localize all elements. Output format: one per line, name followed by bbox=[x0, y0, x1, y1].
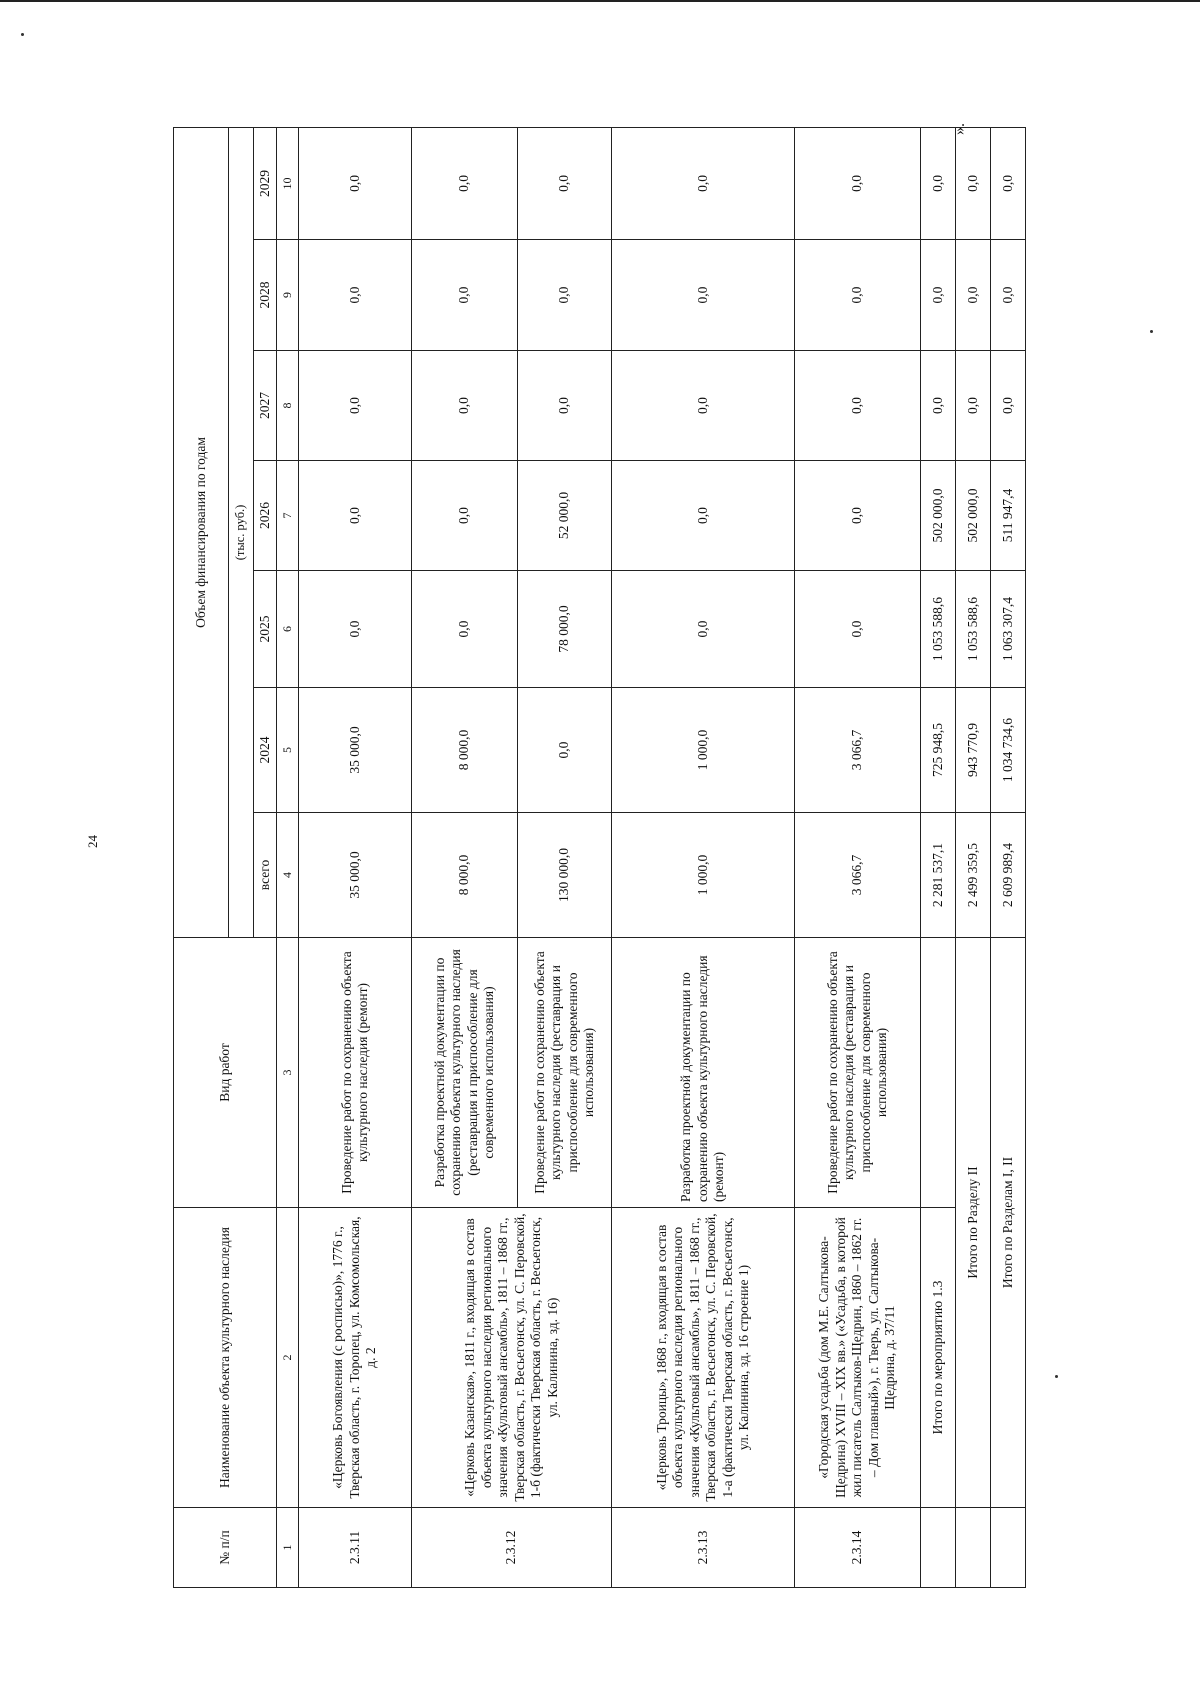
table-row bbox=[412, 127, 518, 1587]
value-2029: 0,0 bbox=[412, 127, 518, 239]
header-financing: Объем финансирования по годам bbox=[174, 127, 229, 937]
work-type: Разработка проектной документации по сохранению объекта культурного наследия (реставрация и приспособление для современного использования) bbox=[412, 938, 518, 1208]
header-total: всего bbox=[254, 813, 277, 938]
value-2025: 1 063 307,4 bbox=[991, 571, 1026, 688]
value-2024: 725 948,5 bbox=[921, 688, 956, 813]
value-2024: 1 034 734,6 bbox=[991, 688, 1026, 813]
column-index: 1 bbox=[277, 1508, 299, 1588]
value-2029: 0,0 bbox=[921, 127, 956, 239]
row-number: 2.3.11 bbox=[299, 1508, 412, 1588]
value-2026: 0,0 bbox=[299, 461, 412, 571]
column-index: 6 bbox=[277, 571, 299, 688]
value-total: 1 000,0 bbox=[612, 813, 795, 938]
value-2024: 1 000,0 bbox=[612, 688, 795, 813]
value-2024: 0,0 bbox=[518, 688, 612, 813]
work-type: Проведение работ по сохранению объекта культурного наследия (реставрация и приспособление для современного использования) bbox=[795, 938, 921, 1208]
total-label: Итого по Разделам I, II bbox=[991, 938, 1026, 1508]
value-2024: 3 066,7 bbox=[795, 688, 921, 813]
row-number: 2.3.13 bbox=[612, 1508, 795, 1588]
value-2028: 0,0 bbox=[299, 240, 412, 351]
value-2026: 0,0 bbox=[795, 461, 921, 571]
value-2028: 0,0 bbox=[412, 240, 518, 351]
header-year: 2025 bbox=[254, 571, 277, 688]
value-total: 2 281 537,1 bbox=[921, 813, 956, 938]
column-index: 8 bbox=[277, 351, 299, 461]
column-index: 5 bbox=[277, 688, 299, 813]
page-number: 24 bbox=[85, 835, 100, 848]
value-2028: 0,0 bbox=[518, 240, 612, 351]
value-2028: 0,0 bbox=[991, 240, 1026, 351]
work-type: Проведение работ по сохранению объекта культурного наследия (реставрация и приспособление для современного использования) bbox=[518, 938, 612, 1208]
value-2026: 52 000,0 bbox=[518, 461, 612, 571]
value-2029: 0,0 bbox=[612, 127, 795, 239]
table-row bbox=[299, 127, 412, 1587]
value-total: 8 000,0 bbox=[412, 813, 518, 938]
header-year: 2024 bbox=[254, 688, 277, 813]
value-2028: 0,0 bbox=[956, 240, 991, 351]
value-2024: 943 770,9 bbox=[956, 688, 991, 813]
scan-speck bbox=[1150, 330, 1153, 333]
value-2029: 0,0 bbox=[299, 127, 412, 239]
value-2026: 511 947,4 bbox=[991, 461, 1026, 571]
row-number: 2.3.12 bbox=[412, 1508, 612, 1588]
value-2029: 0,0 bbox=[991, 127, 1026, 239]
table-row bbox=[795, 127, 921, 1587]
total-label-cell bbox=[956, 1508, 991, 1588]
scan-speck bbox=[21, 33, 24, 36]
object-name: «Церковь Троицы», 1868 г., входящая в состав объекта культурного наследия регионального значения «Культовый ансамбль», 1811 – 1868 гг., Тверская область, г. Весьегонск, ул. С. Перовской, 1-а (фактически Тверская область, г. Весьегонск, ул. Калинина, зд. 16 строение 1) bbox=[612, 1208, 795, 1508]
value-2027: 0,0 bbox=[921, 351, 956, 461]
value-2025: 0,0 bbox=[299, 571, 412, 688]
table-row bbox=[612, 127, 795, 1587]
total-row bbox=[956, 127, 991, 1587]
total-label: Итого по мероприятию 1.3 bbox=[921, 1208, 956, 1508]
header-unit: (тыс. руб.) bbox=[229, 127, 254, 937]
value-2026: 502 000,0 bbox=[921, 461, 956, 571]
work-type: Проведение работ по сохранению объекта культурного наследия (ремонт) bbox=[299, 938, 412, 1208]
value-2027: 0,0 bbox=[412, 351, 518, 461]
header-year: 2028 bbox=[254, 240, 277, 351]
value-2026: 0,0 bbox=[412, 461, 518, 571]
value-2029: 0,0 bbox=[518, 127, 612, 239]
object-name: «Городская усадьба (дом М.Е. Салтыкова-Щедрина) XVIII – XIX вв.» («Усадьба, в которой жил писатель Салтыков-Щедрин, 1860 – 1862 гг. – Дом главный»), г. Тверь, ул. Салтыкова-Щедрина, д. 37/11 bbox=[795, 1208, 921, 1508]
value-2025: 78 000,0 bbox=[518, 571, 612, 688]
value-2027: 0,0 bbox=[956, 351, 991, 461]
total-row bbox=[921, 127, 956, 1587]
value-2027: 0,0 bbox=[518, 351, 612, 461]
value-2029: 0,0 bbox=[795, 127, 921, 239]
value-2026: 0,0 bbox=[612, 461, 795, 571]
value-2027: 0,0 bbox=[795, 351, 921, 461]
header-work-type: Вид работ bbox=[174, 938, 277, 1208]
scan-speck bbox=[1055, 1375, 1058, 1378]
value-total: 3 066,7 bbox=[795, 813, 921, 938]
total-row bbox=[991, 127, 1026, 1587]
total-label-cell bbox=[991, 1508, 1026, 1588]
object-name: «Церковь Богоявления (с росписью)», 1776 г., Тверская область, г. Торопец, ул. Комсомольская, д. 2 bbox=[299, 1208, 412, 1508]
value-2026: 502 000,0 bbox=[956, 461, 991, 571]
financing-table bbox=[173, 127, 1026, 1588]
financing-table-rotated bbox=[173, 128, 1015, 1588]
value-2028: 0,0 bbox=[612, 240, 795, 351]
value-2025: 0,0 bbox=[795, 571, 921, 688]
value-2024: 35 000,0 bbox=[299, 688, 412, 813]
column-index: 9 bbox=[277, 240, 299, 351]
column-index: 3 bbox=[277, 938, 299, 1208]
header-year: 2029 bbox=[254, 127, 277, 239]
value-total: 2 499 359,5 bbox=[956, 813, 991, 938]
value-total: 35 000,0 bbox=[299, 813, 412, 938]
value-2028: 0,0 bbox=[795, 240, 921, 351]
total-empty-cell bbox=[921, 938, 956, 1208]
value-2028: 0,0 bbox=[921, 240, 956, 351]
value-2027: 0,0 bbox=[612, 351, 795, 461]
value-2025: 0,0 bbox=[412, 571, 518, 688]
object-name: «Церковь Казанская», 1811 г., входящая в состав объекта культурного наследия регионального значения «Культовый ансамбль», 1811 – 1868 гг., Тверская область, г. Весьегонск, ул. С. Перовской, 1-б (фактически Тверская область, г. Весьегонск, ул. Калинина, зд. 16) bbox=[412, 1208, 612, 1508]
value-total: 130 000,0 bbox=[518, 813, 612, 938]
value-2027: 0,0 bbox=[991, 351, 1026, 461]
value-2029: 0,0 bbox=[956, 127, 991, 239]
scan-edge-line bbox=[0, 0, 1200, 2]
value-2025: 0,0 bbox=[612, 571, 795, 688]
column-index: 2 bbox=[277, 1208, 299, 1508]
value-total: 2 609 989,4 bbox=[991, 813, 1026, 938]
header-num: № п/п bbox=[174, 1508, 277, 1588]
value-2024: 8 000,0 bbox=[412, 688, 518, 813]
work-type: Разработка проектной документации по сохранению объекта культурного наследия (ремонт) bbox=[612, 938, 795, 1208]
total-label-cell bbox=[921, 1508, 956, 1588]
header-year: 2026 bbox=[254, 461, 277, 571]
column-index: 10 bbox=[277, 127, 299, 239]
value-2027: 0,0 bbox=[299, 351, 412, 461]
value-2025: 1 053 588,6 bbox=[956, 571, 991, 688]
header-object-name: Наименование объекта культурного наследия bbox=[174, 1208, 277, 1508]
row-number: 2.3.14 bbox=[795, 1508, 921, 1588]
column-index: 4 bbox=[277, 813, 299, 938]
total-label: Итого по Разделу II bbox=[956, 938, 991, 1508]
closing-quote-mark: ». bbox=[951, 123, 968, 135]
value-2025: 1 053 588,6 bbox=[921, 571, 956, 688]
column-index: 7 bbox=[277, 461, 299, 571]
header-year: 2027 bbox=[254, 351, 277, 461]
